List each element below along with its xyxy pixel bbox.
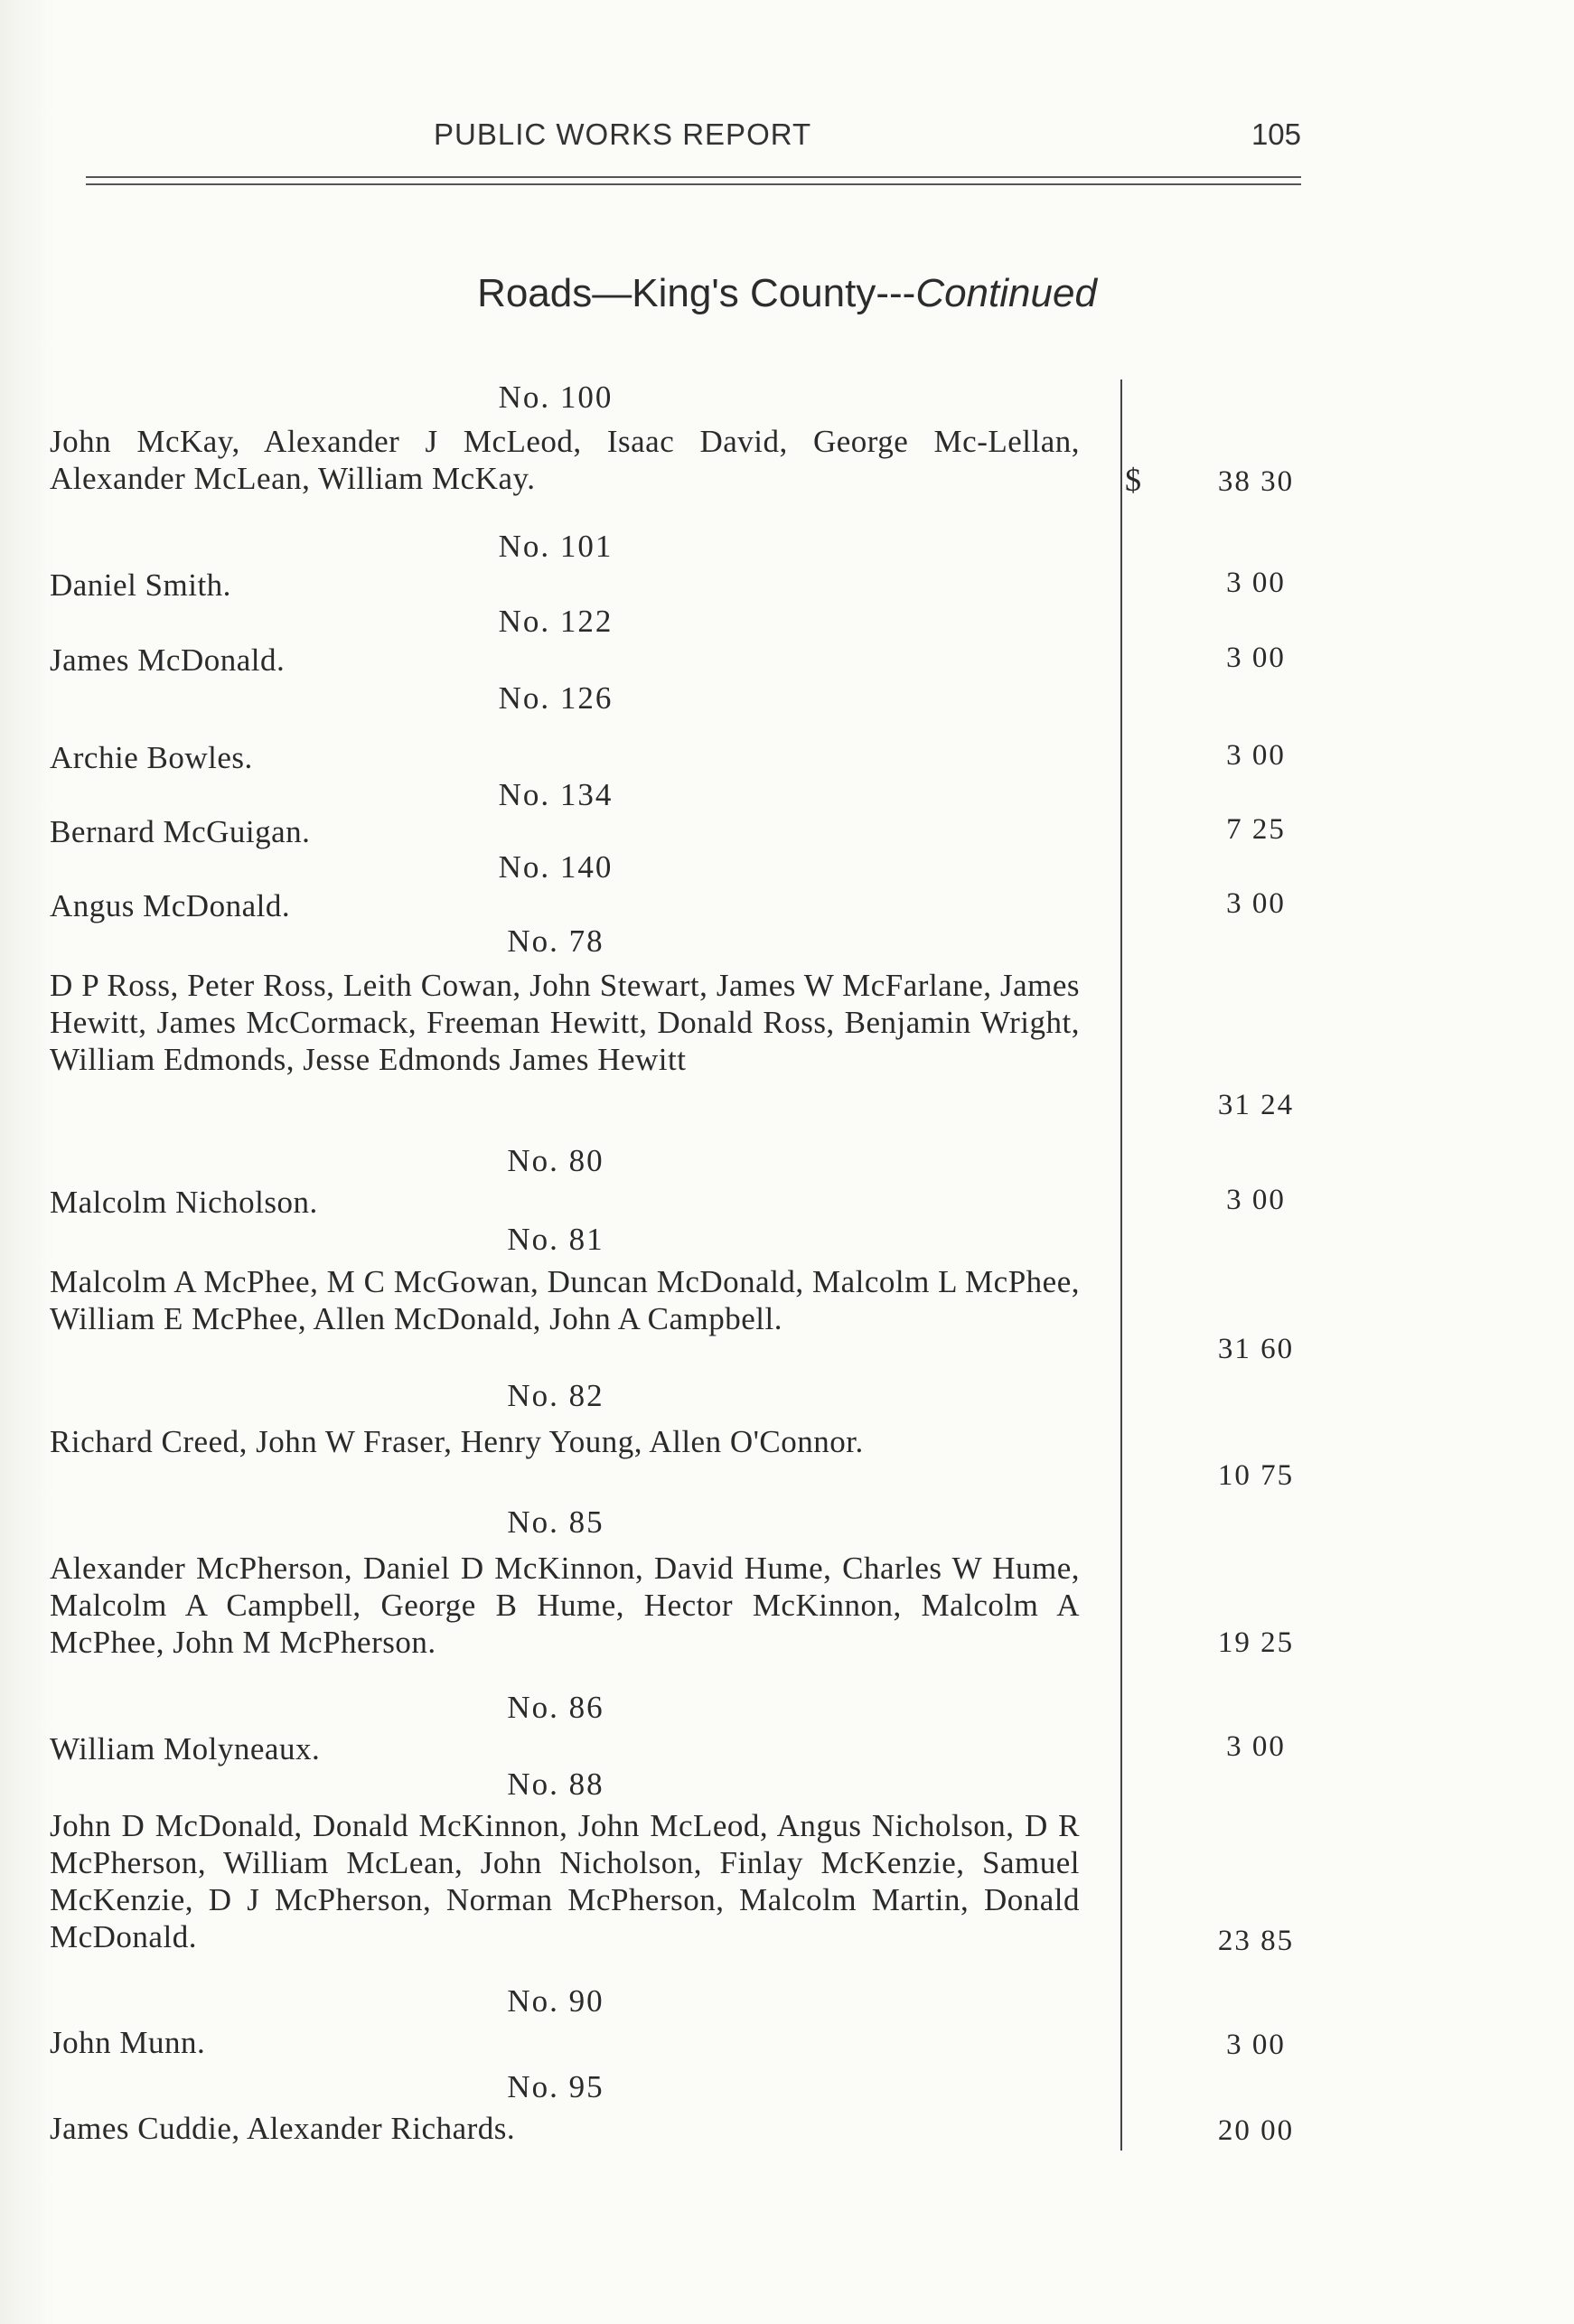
entry-amount <box>1175 739 1337 773</box>
header-rule-top <box>86 176 1301 178</box>
entry-number: No. 85 <box>507 1504 604 1540</box>
entry-amount <box>1175 1925 1337 1958</box>
amount-cents: 85 <box>1260 1925 1295 1957</box>
amount-cents: 00 <box>1251 2029 1286 2061</box>
entry-amount <box>1175 567 1337 600</box>
entry-number: No. 81 <box>507 1222 604 1257</box>
amount-dollars: 3 <box>1226 2029 1243 2061</box>
entry-amount <box>1175 1184 1337 1217</box>
amount-cents: 00 <box>1260 2114 1295 2147</box>
amount-cents: 75 <box>1260 1459 1295 1492</box>
amount-cents: 24 <box>1260 1089 1295 1121</box>
amount-dollars: 7 <box>1226 813 1243 846</box>
amount-dollars: 23 <box>1217 1925 1251 1957</box>
entry-amount <box>1175 813 1337 847</box>
entry-names: Bernard McGuigan. <box>50 814 311 849</box>
entry-names: Richard Creed, John W Fraser, Henry Young, Allen O'Connor. <box>50 1424 864 1459</box>
amount-cents: 60 <box>1260 1333 1295 1365</box>
section-title-main: Roads—King's County--- <box>477 271 916 315</box>
entry-names: John McKay, Alexander J McLeod, Isaac David, George Mc-Lellan, Alexander McLean, William McKay. <box>50 424 1080 496</box>
amount-cents: 30 <box>1260 465 1295 498</box>
entry-names: Daniel Smith. <box>50 567 231 603</box>
amount-cents: 25 <box>1260 1626 1295 1659</box>
entry-names: Angus McDonald. <box>50 888 291 923</box>
entry-amount <box>1175 887 1337 921</box>
amount-dollars: 3 <box>1226 567 1243 599</box>
entry-number: No. 140 <box>498 849 614 885</box>
entry-amount <box>1175 1089 1337 1122</box>
entry-names: D P Ross, Peter Ross, Leith Cowan, John Stewart, James W McFarlane, James Hewitt, James McCormack, Freeman Hewitt, Donald Ross, Benjamin Wright, William Edmonds, Jesse Edmonds James Hewitt <box>50 968 1080 1077</box>
entry-names: Malcolm A McPhee, M C McGowan, Duncan McDonald, Malcolm L McPhee, William E McPhee, Allen McDonald, John A Campbell. <box>50 1264 1080 1336</box>
entry-names: Alexander McPherson, Daniel D McKinnon, David Hume, Charles W Hume, Malcolm A Campbell, George B Hume, Hector McKinnon, Malcolm A McPhee, John M McPherson. <box>50 1551 1080 1660</box>
entry-number: No. 95 <box>507 2069 604 2104</box>
amount-cents: 00 <box>1251 887 1286 920</box>
amount-dollars: 3 <box>1226 1730 1243 1763</box>
entry-number: No. 88 <box>507 1766 604 1802</box>
entry-number: No. 78 <box>507 923 604 959</box>
running-header <box>86 117 1301 154</box>
amount-cents: 00 <box>1251 642 1286 674</box>
header-rule-bottom <box>86 183 1301 185</box>
entry-amount <box>1175 642 1337 675</box>
entry-number: No. 126 <box>498 680 614 716</box>
entry-amount <box>1175 2029 1337 2062</box>
amount-column-rule <box>1120 380 1122 2151</box>
entry-number: No. 90 <box>507 1983 604 2019</box>
amount-dollars: 3 <box>1226 642 1243 674</box>
amount-dollars: 3 <box>1226 887 1243 920</box>
amount-dollars: 20 <box>1217 2114 1251 2147</box>
report-title: PUBLIC WORKS REPORT <box>434 117 812 151</box>
entry-names: William Molyneaux. <box>50 1731 321 1766</box>
entry-amount <box>1175 1459 1337 1493</box>
entry-amount <box>1175 465 1337 499</box>
amount-dollars: 19 <box>1217 1626 1251 1659</box>
amount-cents: 00 <box>1251 1184 1286 1216</box>
amount-cents: 00 <box>1251 1730 1286 1763</box>
amount-cents: 25 <box>1251 813 1286 846</box>
section-title <box>0 271 1574 316</box>
entry-names: Malcolm Nicholson. <box>50 1185 318 1220</box>
amount-cents: 00 <box>1251 739 1286 772</box>
entry-amount <box>1175 1730 1337 1764</box>
entry-number: No. 86 <box>507 1690 604 1725</box>
dollar-sign: $ <box>1125 462 1141 498</box>
entry-number: No. 100 <box>498 380 614 415</box>
entry-number: No. 80 <box>507 1143 604 1178</box>
amount-dollars: 3 <box>1226 739 1243 772</box>
entry-names: James McDonald. <box>50 642 286 678</box>
entry-number: No. 134 <box>498 777 614 812</box>
entry-amount <box>1175 1333 1337 1366</box>
entry-number: No. 122 <box>498 604 614 639</box>
entry-names: John Munn. <box>50 2025 206 2060</box>
section-title-continued: Continued <box>915 271 1097 315</box>
entry-number: No. 82 <box>507 1378 604 1413</box>
entry-names: Archie Bowles. <box>50 740 253 775</box>
entry-amount <box>1175 2114 1337 2148</box>
amount-cents: 00 <box>1251 567 1286 599</box>
amount-dollars: 31 <box>1217 1089 1251 1121</box>
entry-amount <box>1175 1626 1337 1660</box>
amount-dollars: 31 <box>1217 1333 1251 1365</box>
amount-dollars: 3 <box>1226 1184 1243 1216</box>
entry-number: No. 101 <box>498 529 614 564</box>
entry-names: James Cuddie, Alexander Richards. <box>50 2111 516 2146</box>
page-number: 105 <box>1251 117 1301 151</box>
entry-names: John D McDonald, Donald McKinnon, John McLeod, Angus Nicholson, D R McPherson, William McLean, John Nicholson, Finlay McKenzie, Samuel McKenzie, D J McPherson, Norman McPherson, Malcolm Martin, Donald McDonald. <box>50 1808 1080 1954</box>
amount-dollars: 10 <box>1217 1459 1251 1492</box>
amount-dollars: 38 <box>1217 465 1251 498</box>
